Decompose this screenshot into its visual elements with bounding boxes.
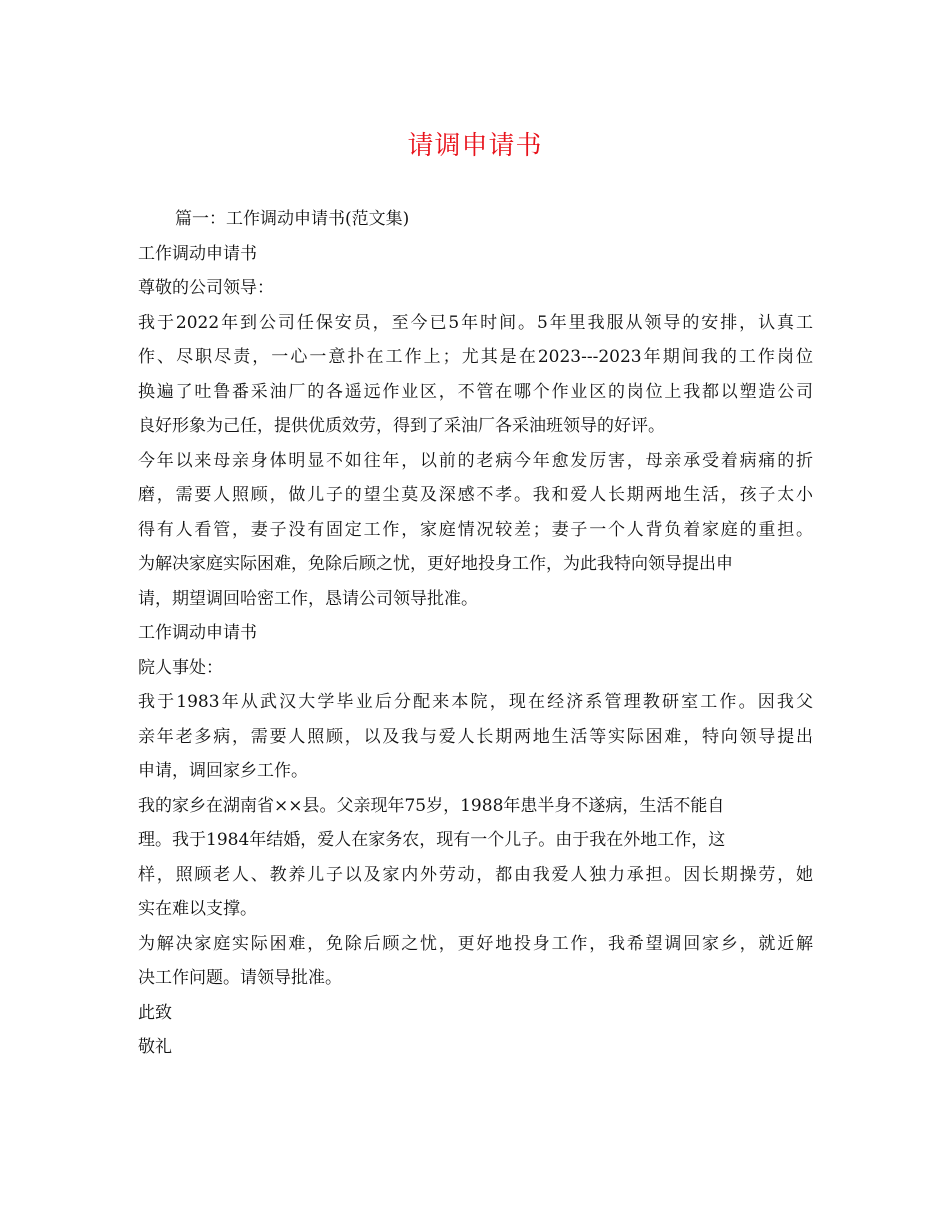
paragraph-line: 磨，需要人照顾，做儿子的望尘莫及深感不孝。我和爱人长期两地生活，孩子太小 — [138, 485, 813, 505]
paragraph-line: 篇一：工作调动申请书(范文集) — [175, 209, 410, 229]
paragraph-line: 我于2022年到公司任保安员，至今已5年时间。5年里我服从领导的安排，认真工 — [138, 312, 813, 333]
paragraph-line: 院人事处： — [138, 657, 223, 678]
paragraph-line: 得有人看管，妻子没有固定工作，家庭情况较差；妻子一个人背负着家庭的重担。 — [138, 519, 813, 540]
page-title: 请调申请书 — [407, 131, 543, 161]
paragraph-line: 换遍了吐鲁番采油厂的各遥远作业区，不管在哪个作业区的岗位上我都以塑造公司 — [138, 381, 813, 402]
paragraph-line: 亲年老多病，需要人照顾，以及我与爱人长期两地生活等实际困难，特向领导提出 — [138, 726, 813, 747]
paragraph-line: 我的家乡在湖南省××县。父亲现年75岁，1988年患半身不遂病，生活不能自 — [138, 795, 725, 816]
paragraph-line: 申请，调回家乡工作。 — [138, 761, 308, 781]
paragraph-line: 为解决家庭实际困难，免除后顾之忧，更好地投身工作，为此我特向领导提出申 — [138, 554, 733, 574]
paragraph-line: 我于1983年从武汉大学毕业后分配来本院，现在经济系管理教研室工作。因我父 — [138, 692, 813, 712]
paragraph-line: 理。我于1984年结婚，爱人在家务农，现有一个儿子。由于我在外地工作，这 — [138, 830, 726, 850]
paragraph-line: 请，期望调回哈密工作，恳请公司领导批准。 — [138, 588, 478, 609]
paragraph-line: 作、尽职尽责，一心一意扑在工作上；尤其是在2023---2023年期间我的工作岗位 — [138, 347, 813, 367]
paragraph-line: 此致 — [138, 1002, 172, 1023]
paragraph-line: 今年以来母亲身体明显不如往年，以前的老病今年愈发厉害，母亲承受着病痛的折 — [138, 450, 813, 471]
paragraph-line: 敬礼 — [138, 1037, 172, 1057]
paragraph-line: 实在难以支撑。 — [138, 899, 257, 919]
paragraph-line: 工作调动申请书 — [138, 243, 257, 264]
paragraph-line: 决工作问题。请领导批准。 — [138, 968, 342, 988]
paragraph-line: 样，照顾老人、教养儿子以及家内外劳动，都由我爱人独力承担。因长期操劳，她 — [138, 864, 813, 885]
paragraph-line: 为解决家庭实际困难，免除后顾之忧，更好地投身工作，我希望调回家乡，就近解 — [138, 933, 813, 954]
paragraph-line: 工作调动申请书 — [138, 623, 257, 643]
paragraph-line: 良好形象为己任，提供优质效劳，得到了采油厂各采油班领导的好评。 — [138, 416, 665, 436]
document-body — [138, 202, 813, 1065]
paragraph-line: 尊敬的公司领导： — [138, 278, 274, 298]
